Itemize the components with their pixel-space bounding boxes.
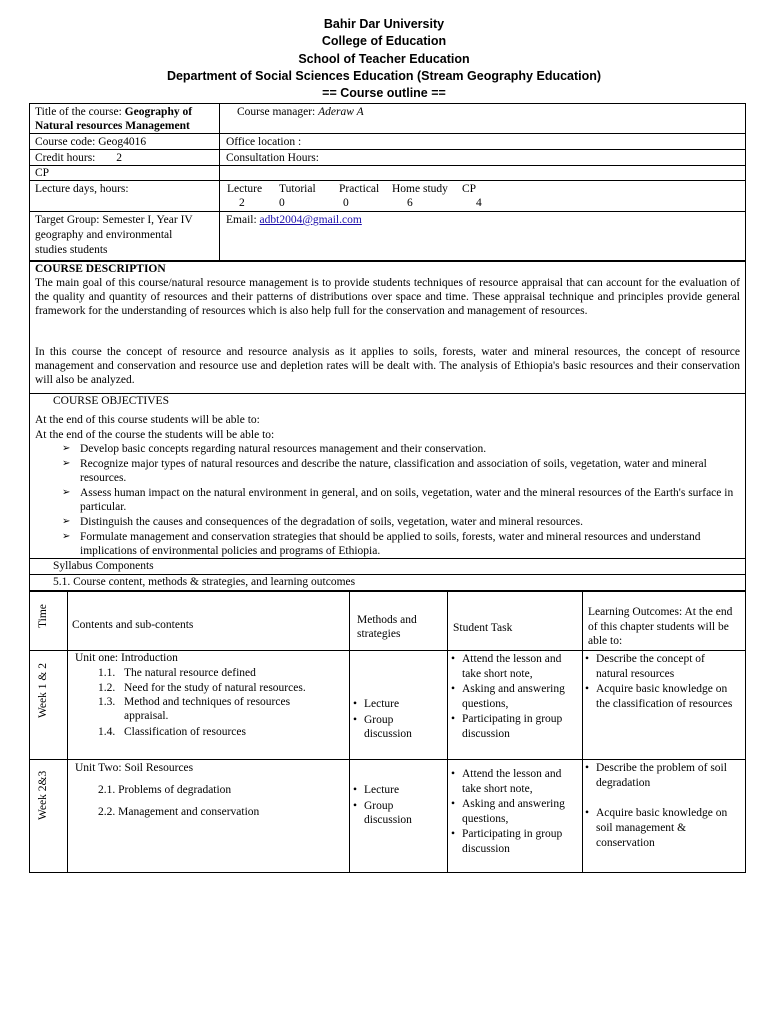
row1-methods: [351, 697, 443, 741]
hours-header-tutorial: Tutorial: [279, 183, 316, 195]
row2-sub-1: [98, 783, 231, 797]
method-item: • Lecture: [351, 783, 443, 797]
objective-item: ➢ Develop basic concepts regarding natural resources management and their conservation.: [62, 442, 740, 457]
lecture-days-label: Lecture days, hours:: [35, 183, 129, 195]
task-item: • Attend the lesson and take short note,: [449, 767, 580, 797]
course-title-value: Geography of: [124, 106, 193, 118]
header-methods: Methods and strategies: [357, 614, 417, 640]
course-title-label: Title of the course:: [35, 106, 122, 118]
credit-hours: [35, 151, 122, 165]
college-name: College of Education: [321, 34, 447, 49]
course-description-p2: In this course the concept of resource and resource analysis as it applies to soils, forests, water and mineral resources, the concept of resource management and conservation and resource use and depletion rates will be dealt with. The analysis of Ethiopia's basic resources and their conservation will also be analyzed.: [35, 346, 740, 386]
outcome-item: • Acquire basic knowledge on the classification of resources: [583, 682, 733, 712]
row1-sub-3-num: 1.3.: [98, 696, 116, 708]
objective-item: ➢ Distinguish the causes and consequences of the degradation of soils, vegetation, water and mineral resources.: [62, 515, 740, 530]
task-item: • Participating in group discussion: [449, 827, 580, 857]
method-item: • Lecture: [351, 697, 443, 711]
row1-sub-1-num: 1.1.: [98, 667, 116, 679]
course-objectives-heading: COURSE OBJECTIVES: [53, 395, 169, 407]
row1-sub-3-text: Method and techniques of resources appraisal.: [124, 696, 291, 722]
university-name: Bahir Dar University: [323, 17, 445, 31]
hours-header-practical: Practical: [339, 183, 380, 195]
course-manager-label: Course manager:: [237, 106, 316, 118]
target-group-line-2: geography and environmental: [35, 229, 173, 241]
hours-value-tutorial: 0: [279, 197, 285, 209]
row1-sub-2-text: Need for the study of natural resources.: [124, 682, 306, 694]
syllabus-subtitle: 5.1. Course content, methods & strategies, and learning outcomes: [53, 576, 356, 588]
header-learning-outcomes: Learning Outcomes: At the end of this chapter students will be able to:: [588, 606, 733, 647]
email-label: Email:: [226, 214, 257, 226]
outcome-item: • Acquire basic knowledge on soil management & conservation: [583, 806, 733, 851]
document-header: [0, 16, 768, 102]
credit-hours-label: Credit hours:: [35, 152, 96, 164]
row2-methods: [351, 783, 443, 827]
header-time: Time: [37, 604, 49, 628]
department-name: Department of Social Sciences Education (Stream Geography Education): [166, 68, 602, 83]
hours-value-cp: 4: [476, 197, 482, 209]
method-item: • Group discussion: [351, 713, 443, 741]
row1-sub-1-text: The natural resource defined: [124, 667, 256, 679]
hours-header-lecture: Lecture: [227, 183, 263, 195]
row1-outcomes: [583, 652, 733, 712]
row2-sub-2-text: Management and conservation: [118, 806, 260, 818]
course-manager-cell: [237, 105, 364, 119]
syllabus-components-label: Syllabus Components: [53, 560, 154, 572]
row2-sub-1-num: 2.1.: [98, 784, 116, 796]
hours-header-cp: CP: [462, 183, 477, 195]
outcome-item: • Describe the concept of natural resources: [583, 652, 733, 682]
row1-sub-4-text: Classification of resources: [124, 726, 246, 738]
course-code: Course code: Geog4016: [35, 136, 147, 148]
consultation-hours: Consultation Hours:: [226, 152, 319, 164]
course-description-heading: COURSE DESCRIPTION: [35, 263, 166, 275]
cp-label: CP: [35, 167, 50, 179]
task-item: • Asking and answering questions,: [449, 797, 580, 827]
objective-item: ➢ Formulate management and conservation strategies that should be applied to soils, forests, water and mineral resources and understand implications of environmental policies and programs of Ethiopia.: [62, 530, 740, 559]
row1-sub-4-num: 1.4.: [98, 726, 116, 738]
row2-outcomes: [583, 761, 733, 851]
row2-sub-2-num: 2.2.: [98, 806, 116, 818]
row2-sub-2: [98, 805, 259, 819]
target-group-line-1: Target Group: Semester I, Year IV: [35, 214, 193, 226]
course-description-p1: The main goal of this course/natural resource management is to provide students techniques of resource appraisal that can account for the evaluation of the quality and quantity of resources and their patterns of distributions over space and time. These appraisal technique and principles provide general framework for the understanding of resources which is also help full for the conservation and management of resources.: [35, 277, 740, 317]
row1-time: Week 1 & 2: [37, 663, 49, 718]
task-item: • Participating in group discussion: [449, 712, 580, 742]
task-item: • Attend the lesson and take short note,: [449, 652, 580, 682]
row1-tasks: [449, 652, 580, 742]
objective-item: ➢ Assess human impact on the natural environment in general, and on soils, vegetation, water and the mineral resources of the Earth's surface in particular.: [62, 486, 740, 515]
course-title-cell: [35, 105, 192, 119]
task-item: • Asking and answering questions,: [449, 682, 580, 712]
school-name: School of Teacher Education: [298, 51, 470, 66]
method-item: • Group discussion: [351, 799, 443, 827]
email-cell: [226, 213, 362, 227]
row1-sub-2-num: 1.2.: [98, 682, 116, 694]
course-manager-value: Aderaw A: [318, 106, 364, 118]
objectives-intro-1: At the end of this course students will be able to:: [35, 414, 260, 426]
row2-time: Week 2&3: [37, 770, 49, 820]
header-student-task: Student Task: [453, 622, 513, 634]
row2-unit-title: Unit Two: Soil Resources: [75, 762, 194, 774]
row2-tasks: [449, 767, 580, 857]
target-group-line-3: studies students: [35, 244, 108, 256]
office-location: Office location :: [226, 136, 302, 148]
credit-hours-value: 2: [116, 152, 122, 164]
course-title-value-2: Natural resources Management: [35, 120, 190, 132]
objectives-intro-2: At the end of the course the students will be able to:: [35, 429, 275, 441]
objective-item: ➢ Recognize major types of natural resources and describe the nature, classification and association of soils, vegetation, water and mineral resources.: [62, 457, 740, 486]
header-contents: Contents and sub-contents: [72, 619, 194, 631]
hours-value-home-study: 6: [407, 197, 413, 209]
hours-value-practical: 0: [343, 197, 349, 209]
hours-header-home-study: Home study: [392, 183, 448, 195]
email-link[interactable]: adbt2004@gmail.com: [259, 214, 362, 226]
hours-value-lecture: 2: [239, 197, 245, 209]
document-title: == Course outline ==: [322, 86, 446, 101]
objectives-list: [62, 442, 740, 559]
row1-unit-title: Unit one: Introduction: [75, 652, 178, 664]
row2-sub-1-text: Problems of degradation: [118, 784, 232, 796]
outcome-item: • Describe the problem of soil degradation: [583, 761, 733, 791]
